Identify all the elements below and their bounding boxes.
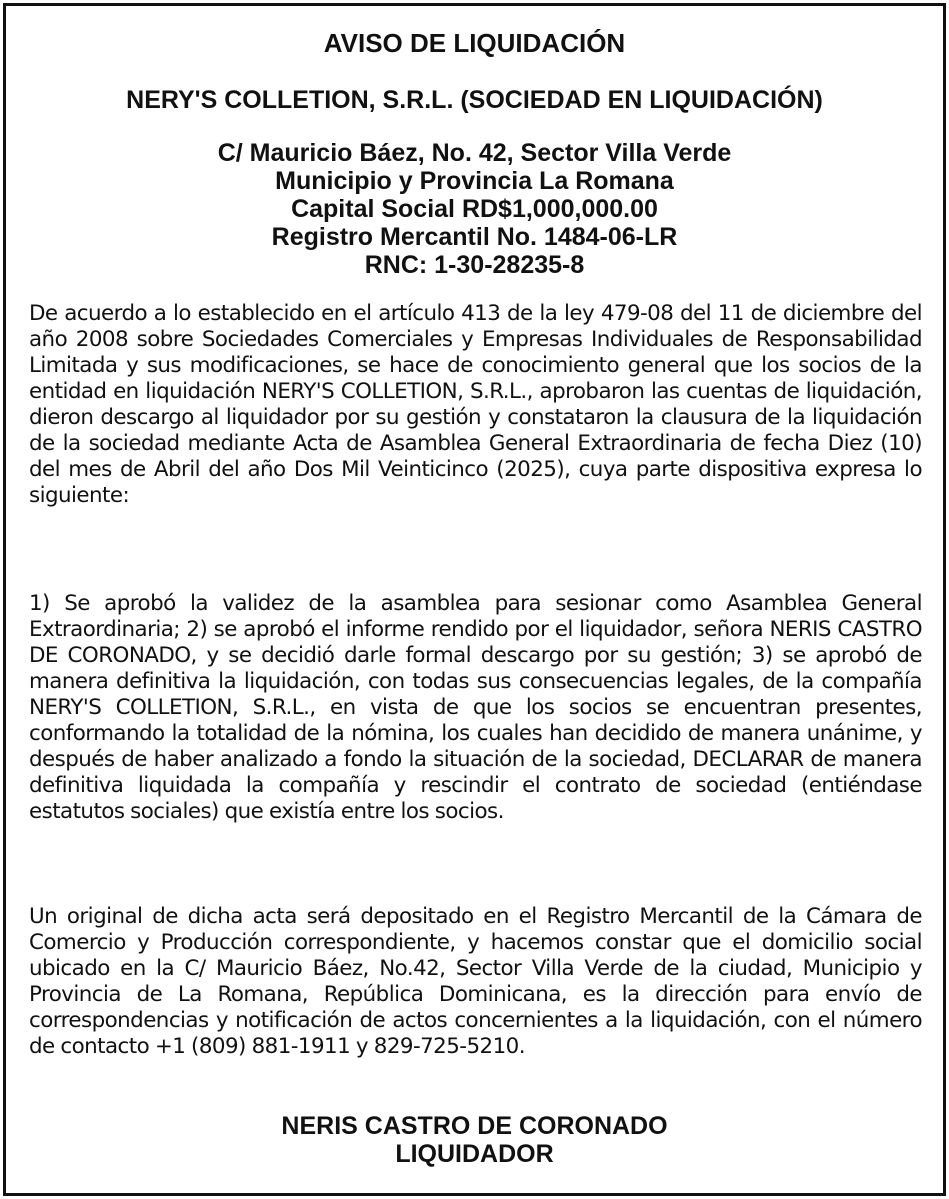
company-heading: NERY'S COLLETION, S.R.L. (SOCIEDAD EN LIQUIDACIÓN) <box>126 86 823 114</box>
company-info-block <box>6 139 943 279</box>
signer-name: NERIS CASTRO DE CORONADO <box>281 1112 668 1140</box>
notice-border <box>3 3 946 1196</box>
company-municipality: Municipio y Provincia La Romana <box>275 167 674 195</box>
paragraph-deposit-domicile: Un original de dicha acta será depositado en el Registro Mercantil de la Cámara de Comercio y Producción correspondiente, y hacemos constar que el domicilio social ubicado en la C/ Mauricio Báez, No.42, Sector Villa Verde de la ciudad, Municipio y Provincia de La Romana, República Dominicana, es la dirección para envío de correspondencias y notificación de actos concernientes a la liquidación, con el número de contacto +1 (809) 881-1911 y 829-725-5210. <box>29 904 922 1059</box>
company-registry: Registro Mercantil No. 1484-06-LR <box>271 223 678 251</box>
notice-title: AVISO DE LIQUIDACIÓN <box>323 28 626 58</box>
paragraph-resolutions: 1) Se aprobó la validez de la asamblea para sesionar como Asamblea General Extraordinaria; 2) se aprobó el informe rendido por el liquidador, señora NERIS CASTRO DE CORONADO, y se decidió darle formal descargo por su gestión; 3) se aprobó de manera definitiva la liquidación, con todas sus consecuencias legales, de la compañía NERY'S COLLETION, S.R.L., en vista de que los socios se encuentran presentes, conformando la totalidad de la nómina, los cuales han decidido de manera unánime, y después de haber analizado a fondo la situación de la sociedad, DECLARAR de manera definitiva liquidada la compañía y rescindir el contrato de sociedad (entiéndase estatutos sociales) que existía entre los socios. <box>29 591 922 824</box>
company-address: C/ Mauricio Báez, No. 42, Sector Villa Verde <box>217 139 732 167</box>
company-rnc: RNC: 1-30-28235-8 <box>364 251 585 279</box>
paragraph-legal-basis: De acuerdo a lo establecido en el artículo 413 de la ley 479-08 del 11 de diciembre del año 2008 sobre Sociedades Comerciales y Empresas Individuales de Responsabilidad Limitada y sus modificaciones, se hace de conocimiento general que los socios de la entidad en liquidación NERY'S COLLETION, S.R.L., aprobaron las cuentas de liquidación, dieron descargo al liquidador por su gestión y constataron la clausura de la liquidación de la sociedad mediante Acta de Asamblea General Extraordinaria de fecha Diez (10) del mes de Abril del año Dos Mil Veinticinco (2025), cuya parte dispositiva expresa lo siguiente: <box>29 301 922 508</box>
company-capital: Capital Social RD$1,000,000.00 <box>291 195 658 223</box>
signature-block <box>6 1112 943 1168</box>
signer-role: LIQUIDADOR <box>395 1140 554 1168</box>
